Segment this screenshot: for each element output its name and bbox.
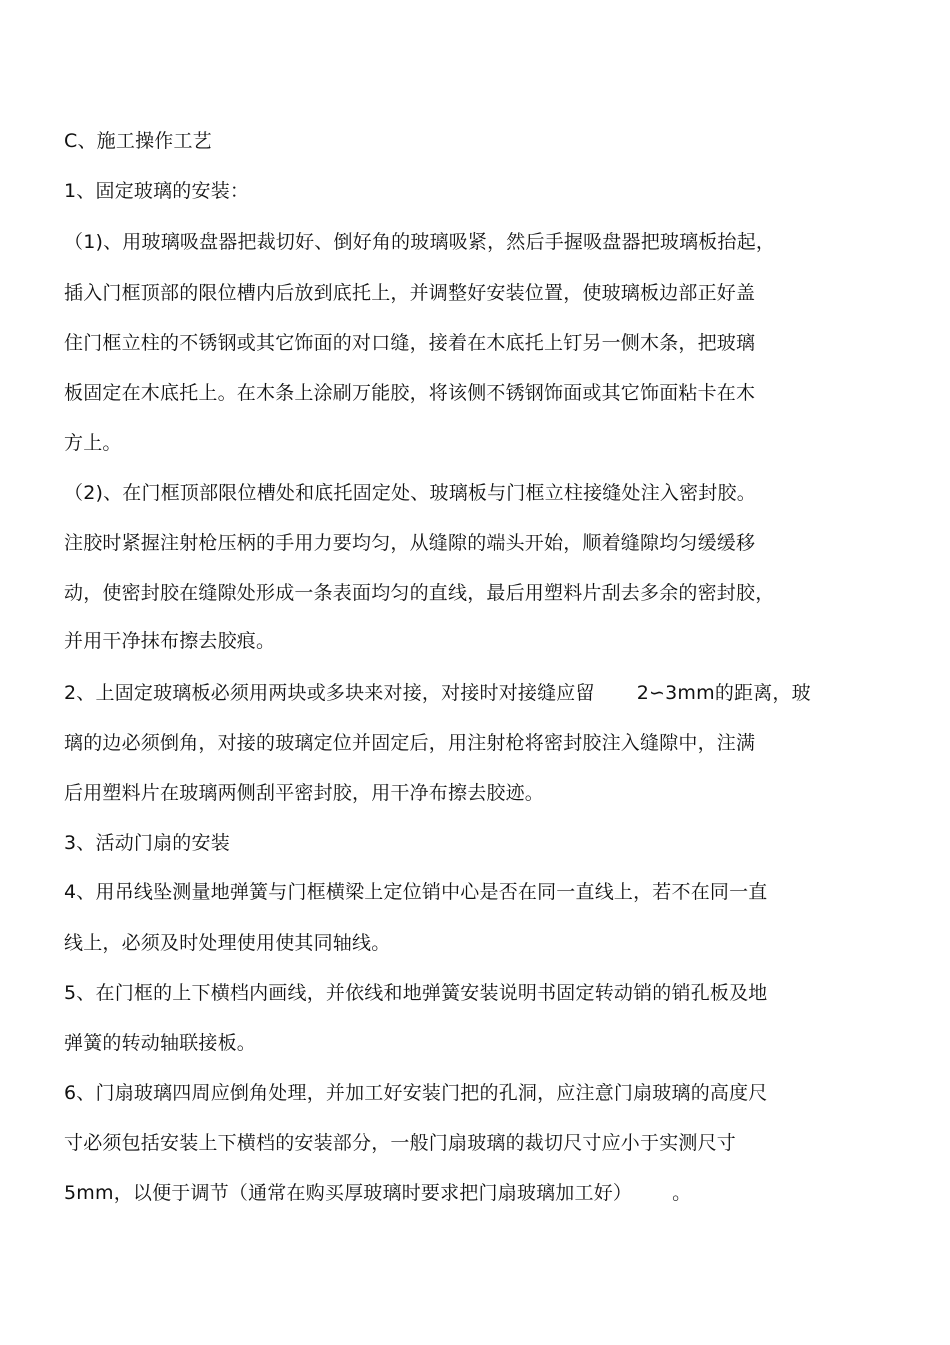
text-line-item-2 [64,680,811,706]
text-segment: 5mm，以便于调节（通常在购买厚玻璃时要求把门扇玻璃加工好） [64,1182,633,1204]
text-line: 板固定在木底托上。在木条上涂刷万能胶，将该侧不锈钢饰面或其它饰面粘卡在木 [64,382,756,404]
text-line: 插入门框顶部的限位槽内后放到底托上，并调整好安装位置，使玻璃板边部正好盖 [64,282,756,304]
text-line: （1)、用玻璃吸盘器把裁切好、倒好角的玻璃吸紧，然后手握吸盘器把玻璃板抬起， [64,231,776,253]
text-line: 动，使密封胶在缝隙处形成一条表面均匀的直线，最后用塑料片刮去多余的密封胶， [64,582,775,604]
text-line: 住门框立柱的不锈钢或其它饰面的对口缝，接着在木底托上钉另一侧木条，把玻璃 [64,332,756,354]
text-line: 寸必须包括安装上下横档的安装部分，一般门扇玻璃的裁切尺寸应小于实测尺寸 [64,1132,737,1154]
text-line: 4、用吊线坠测量地弹簧与门框横梁上定位销中心是否在同一直线上，若不在同一直 [64,881,768,903]
text-line: （2)、在门框顶部限位槽处和底托固定处、玻璃板与门框立柱接缝处注入密封胶。 [64,482,756,504]
text-line: 方上。 [64,432,122,454]
text-line: 璃的边必须倒角，对接的玻璃定位并固定后，用注射枪将密封胶注入缝隙中，注满 [64,732,756,754]
text-line: 6、门扇玻璃四周应倒角处理，并加工好安装门把的孔洞，应注意门扇玻璃的高度尺 [64,1082,768,1104]
text-line: 弹簧的转动轴联接板。 [64,1032,257,1054]
text-line: 线上，必须及时处理使用使其同轴线。 [64,932,391,954]
text-segment: 2∽3mm的距离，玻 [636,682,811,704]
text-line-last [64,1180,691,1206]
text-line: 3、活动门扇的安装 [64,832,230,854]
text-segment: 2、上固定玻璃板必须用两块或多块来对接，对接时对接缝应留 [64,682,595,704]
text-segment: 。 [672,1182,692,1204]
text-line: 并用干净抹布擦去胶痕。 [64,630,276,652]
text-line: 后用塑料片在玻璃两侧刮平密封胶，用干净布擦去胶迹。 [64,782,545,804]
text-line: 注胶时紧握注射枪压柄的手用力要均匀，从缝隙的端头开始，顺着缝隙均匀缓缓移 [64,532,756,554]
text-line: 5、在门框的上下横档内画线，并依线和地弹簧安装说明书固定转动销的销孔板及地 [64,982,768,1004]
section-heading: C、施工操作工艺 [64,130,212,152]
text-line: 1、固定玻璃的安装： [64,180,250,202]
